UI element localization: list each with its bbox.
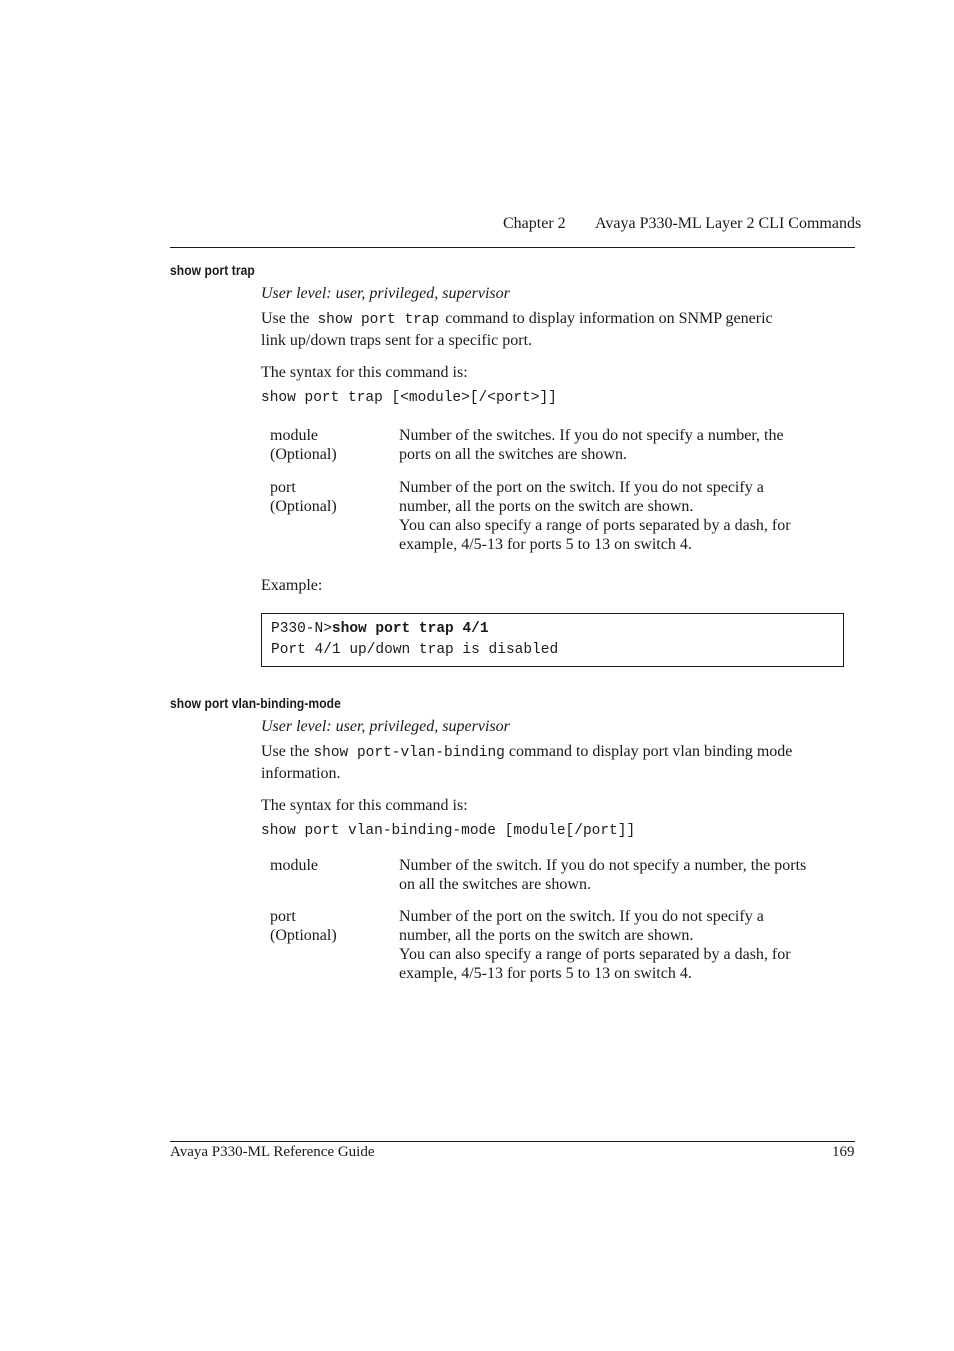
param-description: [399, 426, 849, 464]
inline-command: show port-vlan-binding: [313, 745, 505, 761]
desc-line: example, 4/5-13 for ports 5 to 13 on switch 4.: [399, 536, 692, 553]
header-chapter: Chapter 2: [503, 215, 566, 232]
header-title: Avaya P330-ML Layer 2 CLI Commands: [595, 215, 862, 232]
syntax-line: show port trap [<module>[/<port>]]: [261, 390, 557, 406]
desc-line: Number of the switches. If you do not specify a number, the: [399, 427, 784, 444]
footer-guide-title: Avaya P330-ML Reference Guide: [170, 1144, 375, 1160]
param-module-qualifier: (Optional): [270, 446, 337, 463]
param-port-qualifier: (Optional): [270, 498, 337, 515]
intro-text-line2: link up/down traps sent for a specific port.: [261, 331, 533, 349]
syntax-intro: The syntax for this command is:: [261, 797, 468, 814]
param-description: [399, 907, 849, 983]
cli-prompt: P330-N>: [271, 621, 332, 637]
param-name: [270, 907, 337, 945]
param-description: [399, 856, 854, 894]
intro-paragraph: [261, 309, 861, 350]
desc-line: You can also specify a range of ports separated by a dash, for: [399, 517, 791, 534]
desc-line: You can also specify a range of ports separated by a dash, for: [399, 946, 791, 963]
intro-paragraph: [261, 742, 861, 783]
desc-line: Number of the switch. If you do not specify a number, the ports: [399, 857, 807, 874]
syntax-line: show port vlan-binding-mode [module[/port]]: [261, 823, 636, 839]
cli-command: show port trap 4/1: [331, 621, 489, 637]
param-port-qualifier: (Optional): [270, 927, 337, 944]
footer-rule: [170, 1141, 855, 1142]
param-port-name: port: [270, 479, 296, 496]
desc-line: Number of the port on the switch. If you do not specify a: [399, 908, 764, 925]
desc-line: on all the switches are shown.: [399, 876, 591, 893]
desc-line: ports on all the switches are shown.: [399, 446, 627, 463]
desc-line: number, all the ports on the switch are shown.: [399, 498, 694, 515]
syntax-intro: The syntax for this command is:: [261, 364, 468, 381]
intro-text-pre: Use the: [261, 743, 314, 760]
intro-text-post: command to display port vlan binding mode: [504, 743, 793, 760]
example-label: Example:: [261, 577, 323, 594]
section-heading-show-port-trap: show port trap: [170, 262, 255, 278]
example-command-line: [271, 619, 489, 640]
user-level-note: User level: user, privileged, supervisor: [261, 718, 510, 735]
intro-text-pre: Use the: [261, 310, 314, 327]
header-rule: [170, 247, 855, 248]
param-module-name: module: [270, 427, 318, 444]
param-name: [270, 426, 337, 464]
param-port-name: port: [270, 908, 296, 925]
example-output-line: Port 4/1 up/down trap is disabled: [271, 642, 559, 658]
desc-line: example, 4/5-13 for ports 5 to 13 on switch 4.: [399, 965, 692, 982]
example-code-box: [261, 613, 844, 667]
page-number: 169: [832, 1144, 855, 1160]
param-description: [399, 478, 849, 554]
param-module-name: module: [270, 857, 318, 874]
desc-line: number, all the ports on the switch are shown.: [399, 927, 694, 944]
param-name: [270, 478, 337, 516]
user-level-note: User level: user, privileged, supervisor: [261, 285, 510, 302]
intro-text-post: command to display information on SNMP generic: [441, 310, 773, 327]
intro-text-line2: information.: [261, 764, 341, 782]
desc-line: Number of the port on the switch. If you do not specify a: [399, 479, 764, 496]
section-heading-show-port-vlan-binding-mode: show port vlan-binding-mode: [170, 695, 341, 711]
inline-command: show port trap: [317, 312, 440, 328]
param-name: [270, 856, 318, 875]
